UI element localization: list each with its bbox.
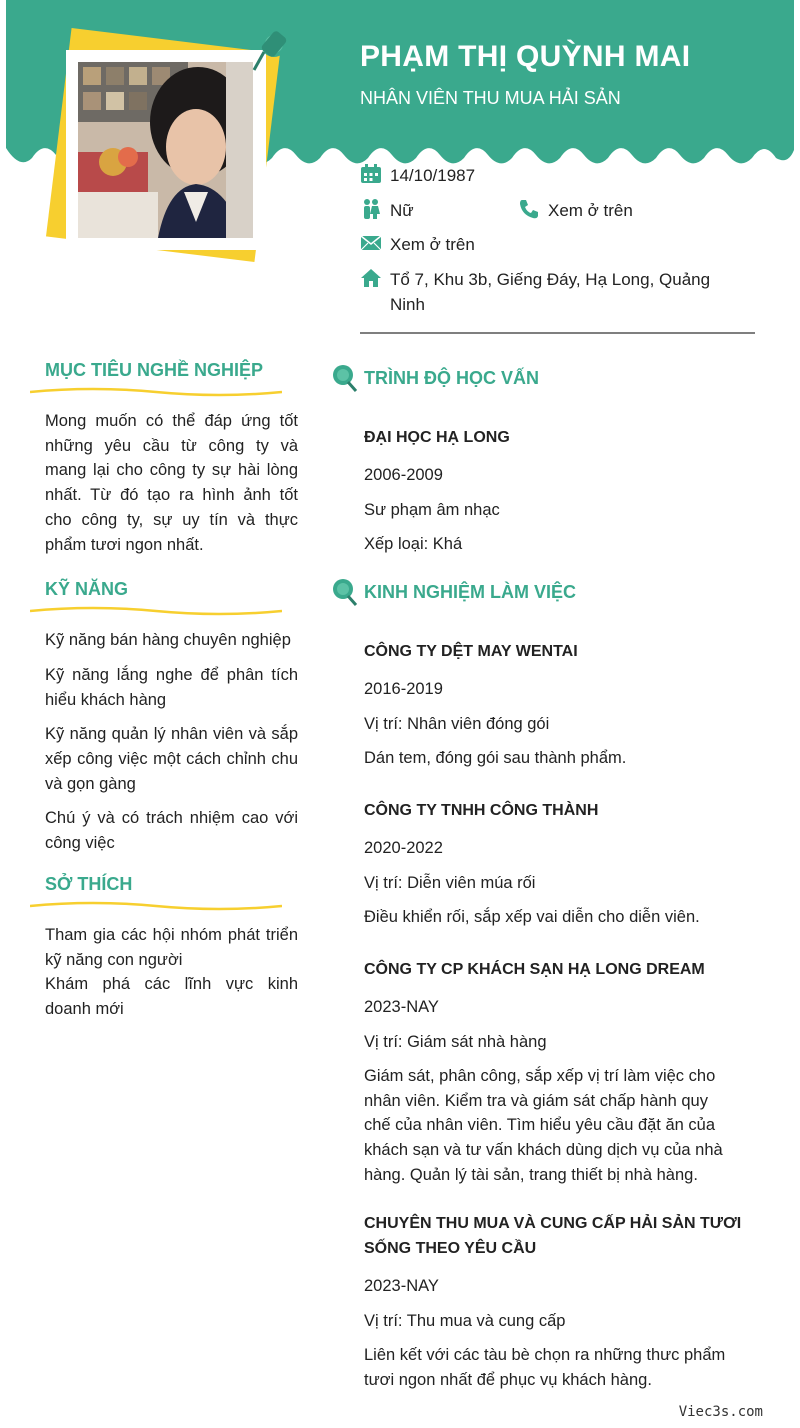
experience-heading — [330, 577, 760, 607]
job-role: Vị trí: Diễn viên múa rối — [364, 874, 536, 892]
job-description: Dán tem, đóng gói sau thành phẩm. — [364, 749, 627, 767]
hobbies-heading: SỞ THÍCH — [45, 873, 133, 894]
school-name: ĐẠI HỌC HẠ LONG — [364, 429, 510, 446]
mail-icon — [360, 232, 382, 254]
job-company: CÔNG TY TNHH CÔNG THÀNH — [364, 802, 599, 819]
left-column — [30, 360, 300, 1022]
education-major: Sư phạm âm nhạc — [364, 501, 500, 519]
education-grade: Xếp loại: Khá — [364, 535, 463, 553]
heading-underline — [30, 901, 282, 911]
heading-underline — [30, 606, 282, 616]
skill-item: Chú ý và có trách nhiệm cao với công việc — [45, 809, 298, 853]
candidate-name: PHẠM THỊ QUỲNH MAI — [360, 40, 691, 73]
address-line-2: Ninh — [390, 295, 425, 314]
job-period: 2020-2022 — [364, 839, 443, 857]
education-heading — [330, 363, 760, 393]
job-role: Vị trí: Nhân viên đóng gói — [364, 715, 550, 733]
heading-underline — [30, 387, 282, 397]
phone-value[interactable]: Xem ở trên — [548, 201, 633, 220]
skill-item: Kỹ năng lắng nghe để phân tích hiểu khách hàng — [45, 665, 298, 709]
job-description: Điều khiển rối, sắp xếp vai diễn cho diễn viên. — [364, 908, 700, 926]
pushpin-icon — [330, 577, 358, 607]
phone-row — [518, 198, 633, 223]
job-company: CÔNG TY CP KHÁCH SẠN HẠ LONG DREAM — [364, 961, 705, 978]
pushpin-icon — [248, 26, 292, 74]
job-period: 2023-NAY — [364, 1277, 439, 1295]
job-company: CÔNG TY DỆT MAY WENTAI — [364, 643, 578, 660]
address-row — [360, 267, 720, 317]
skill-item: Kỹ năng bán hàng chuyên nghiệp — [45, 631, 291, 650]
watermark: Viec3s.com — [678, 1404, 763, 1420]
header-divider — [360, 332, 755, 334]
calendar-icon — [360, 163, 382, 185]
hobby-item: Khám phá các lĩnh vực kinh doanh mới — [45, 975, 298, 1018]
birthday-row — [360, 163, 475, 188]
birthday-value: 14/10/1987 — [390, 166, 476, 185]
education-section — [330, 363, 760, 393]
gender-row — [360, 198, 414, 223]
education-period: 2006-2009 — [364, 466, 443, 484]
experience-heading-text: KINH NGHIỆM LÀM VIỆC — [364, 581, 577, 602]
objective-heading: MỤC TIÊU NGHỀ NGHIỆP — [45, 360, 264, 380]
hobby-item: Tham gia các hội nhóm phát triển kỹ năng con người — [45, 925, 298, 969]
experience-section — [330, 577, 760, 607]
address-line-1: Tổ 7, Khu 3b, Giếng Đáy, Hạ Long, Quảng — [390, 270, 711, 289]
skill-item: Kỹ năng quản lý nhân viên và sắp xếp công việc một cách chỉnh chu và gọn gàng — [45, 725, 298, 793]
job-period: 2023-NAY — [364, 998, 439, 1016]
email-row — [360, 232, 475, 257]
pushpin-icon — [330, 363, 358, 393]
gender-value: Nữ — [390, 201, 414, 220]
job-description: Giám sát, phân công, sắp xếp vị trí làm việc cho nhân viên. Kiểm tra và giám sát chấp hành quy chế của nhân viên. Tìm hiểu yêu cầu đặt ăn của khách sạn và tư vấn khách dùng dịch vụ của nhà hàng. Quản lý tài sản, trang thiết bị nhà hàng. — [364, 1067, 723, 1184]
job-period: 2016-2019 — [364, 680, 443, 698]
job-company: CHUYÊN THU MUA VÀ CUNG CẤP HẢI SẢN TƯƠI — [364, 1215, 742, 1232]
education-heading-text: TRÌNH ĐỘ HỌC VẤN — [364, 367, 539, 388]
profile-photo — [78, 62, 253, 238]
job-description: Liên kết với các tàu bè chọn ra những thưc phẩm tươi ngon nhất để phục vụ khách hàng. — [364, 1346, 726, 1389]
skills-heading: KỸ NĂNG — [45, 579, 129, 600]
email-value[interactable]: Xem ở trên — [390, 235, 475, 254]
gender-icon — [360, 198, 382, 220]
home-icon — [360, 267, 382, 289]
job-role: Vị trí: Giám sát nhà hàng — [364, 1033, 547, 1051]
job-company: SỐNG THEO YÊU CẦU — [364, 1240, 537, 1257]
address-value — [390, 267, 710, 317]
job-role: Vị trí: Thu mua và cung cấp — [364, 1312, 566, 1330]
objective-text: Mong muốn có thể đáp ứng tốt những yêu cầu từ công ty và mang lại cho công ty sự hài lòng nhất. Từ đó tạo ra hình ảnh tốt cho công ty, sự uy tín và thực phẩm tươi ngon nhất. — [45, 412, 298, 554]
candidate-position: NHÂN VIÊN THU MUA HẢI SẢN — [360, 88, 621, 108]
phone-icon — [518, 198, 540, 220]
